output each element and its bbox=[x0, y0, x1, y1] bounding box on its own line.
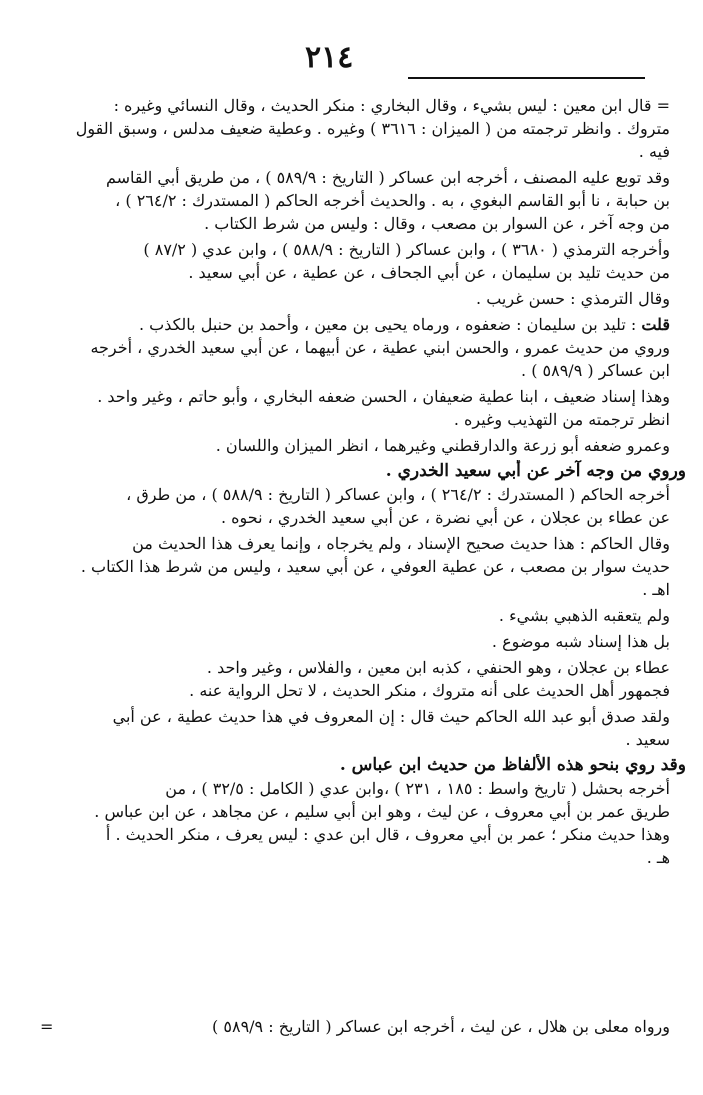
text-line bbox=[40, 94, 670, 117]
last-line bbox=[40, 1015, 670, 1038]
text-line bbox=[40, 555, 670, 578]
text-line bbox=[40, 385, 670, 408]
text-line bbox=[40, 336, 670, 359]
text-line bbox=[40, 359, 670, 382]
continuation-mark: = bbox=[40, 1017, 54, 1036]
line-text: عن عطاء بن عجلان ، عن أبي نضرة ، عن أبي سعيد الخدري ، نحوه . bbox=[220, 508, 670, 527]
text-line bbox=[40, 656, 670, 679]
last-line-text: ورواه معلى بن هلال ، عن ليث ، أخرجه ابن عساكر ( التاريخ : ٥٨٩/٩ ) bbox=[212, 1017, 670, 1036]
text-line bbox=[40, 117, 670, 140]
line-text: انظر ترجمته من التهذيب وغيره . bbox=[453, 410, 670, 429]
text-line bbox=[40, 483, 670, 506]
text-line bbox=[40, 846, 670, 869]
paragraph bbox=[40, 483, 670, 529]
section-heading: وروي من وجه آخر عن أبي سعيد الخدري . bbox=[385, 461, 686, 481]
text-line bbox=[40, 777, 670, 800]
text-line bbox=[40, 434, 670, 457]
text-line bbox=[40, 630, 670, 653]
line-text: بن حبابة ، نا أبو القاسم البغوي ، به . والحديث أخرجه الحاكم ( المستدرك : ٢٦٤/٢ ) ، bbox=[115, 191, 670, 210]
paragraph bbox=[40, 166, 670, 235]
line-text: طريق عمر بن أبي معروف ، عن ليث ، وهو ابن أبي سليم ، عن مجاهد ، عن ابن عباس . bbox=[94, 802, 670, 821]
text-line bbox=[40, 261, 670, 284]
line-text: متروك . وانظر ترجمته من ( الميزان : ٣٦١٦ ) وغيره . وعطية ضعيف مدلس ، وسبق القول bbox=[75, 119, 670, 138]
line-text: وقد توبع عليه المصنف ، أخرجه ابن عساكر ( التاريخ : ٥٨٩/٩ ) ، من طريق أبي القاسم bbox=[105, 168, 670, 187]
line-text: أخرجه بحشل ( تاريخ واسط : ١٨٥ ، ٢٣١ ) ،وابن عدي ( الكامل : ٣٢/٥ ) ، من bbox=[165, 779, 670, 798]
paragraph bbox=[40, 313, 670, 382]
line-text: وقال الترمذي : حسن غريب . bbox=[476, 289, 670, 308]
text-line bbox=[40, 800, 670, 823]
text-line bbox=[40, 728, 670, 751]
line-text: وعمرو ضعفه أبو زرعة والدارقطني وغيرهما ، انظر الميزان واللسان . bbox=[215, 436, 670, 455]
line-text: فجمهور أهل الحديث على أنه متروك ، منكر الحديث ، لا تحل الرواية عنه . bbox=[189, 681, 670, 700]
text-line bbox=[40, 140, 670, 163]
line-text: أخرجه الحاكم ( المستدرك : ٢٦٤/٢ ) ، وابن عساكر ( التاريخ : ٥٨٨/٩ ) ، من طرق ، bbox=[126, 485, 670, 504]
text-line bbox=[40, 604, 670, 627]
paragraph bbox=[40, 238, 670, 284]
page-body bbox=[40, 94, 686, 872]
line-text: اهـ . bbox=[642, 580, 670, 599]
line-text: عطاء بن عجلان ، وهو الحنفي ، كذبه ابن معين ، والفلاس ، وغير واحد . bbox=[206, 658, 670, 677]
line-text: وروي من حديث عمرو ، والحسن ابني عطية ، عن أبيهما ، عن أبي سعيد الخدري ، أخرجه bbox=[90, 338, 670, 357]
line-text: وهذا حديث منكر ؛ عمر بن أبي معروف ، قال ابن عدي : ليس يعرف ، منكر الحديث . أ bbox=[105, 825, 670, 844]
line-text: بل هذا إسناد شبه موضوع . bbox=[491, 632, 670, 651]
last-line-container bbox=[40, 1015, 670, 1038]
text-line bbox=[40, 823, 670, 846]
section-heading: وقد روي بنحو هذه الألفاظ من حديث ابن عباس . bbox=[339, 755, 686, 775]
line-text: هـ . bbox=[646, 848, 670, 867]
paragraph bbox=[40, 656, 670, 702]
line-text: ابن عساكر ( ٥٨٩/٩ ) . bbox=[521, 361, 670, 380]
paragraph bbox=[40, 705, 670, 751]
paragraph bbox=[40, 777, 670, 869]
text-line bbox=[40, 238, 670, 261]
paragraph bbox=[40, 94, 670, 163]
paragraph bbox=[40, 287, 670, 310]
header-rule bbox=[408, 77, 645, 79]
line-text: وأخرجه الترمذي ( ٣٦٨٠ ) ، وابن عساكر ( التاريخ : ٥٨٨/٩ ) ، وابن عدي ( ٨٧/٢ ) bbox=[143, 240, 670, 259]
line-text: : تليد بن سليمان : ضعفوه ، ورماه يحيى بن معين ، وأحمد بن حنبل بالكذب . bbox=[138, 315, 642, 334]
line-text: حديث سوار بن مصعب ، عن عطية العوفي ، عن أبي سعيد ، وليس من شرط هذا الكتاب . bbox=[80, 557, 670, 576]
paragraph bbox=[40, 532, 670, 601]
line-text: سعيد . bbox=[625, 730, 670, 749]
text-line bbox=[40, 506, 670, 529]
text-line bbox=[40, 313, 670, 336]
text-line bbox=[40, 679, 670, 702]
text-line bbox=[40, 212, 670, 235]
line-text: = قال ابن معين : ليس بشيء ، وقال البخاري : منكر الحديث ، وقال النسائي وغيره : bbox=[113, 96, 670, 115]
paragraph bbox=[40, 604, 670, 627]
paragraph bbox=[40, 434, 670, 457]
line-text: وهذا إسناد ضعيف ، ابنا عطية ضعيفان ، الحسن ضعفه البخاري ، وأبو حاتم ، وغير واحد . bbox=[97, 387, 670, 406]
paragraph bbox=[40, 630, 670, 653]
line-text: ولقد صدق أبو عبد الله الحاكم حيث قال : إن المعروف في هذا حديث عطية ، عن أبي bbox=[112, 707, 670, 726]
text-line bbox=[40, 578, 670, 601]
line-text: فيه . bbox=[638, 142, 670, 161]
line-text: وقال الحاكم : هذا حديث صحيح الإسناد ، ولم يخرجاه ، وإنما يعرف هذا الحديث من bbox=[132, 534, 670, 553]
paragraph bbox=[40, 385, 670, 431]
text-line bbox=[40, 532, 670, 555]
page-number: ٢١٤ bbox=[305, 40, 354, 75]
line-text: من وجه آخر ، عن السوار بن مصعب ، وقال : وليس من شرط الكتاب . bbox=[204, 214, 670, 233]
text-line bbox=[40, 705, 670, 728]
text-line bbox=[40, 408, 670, 431]
line-text: ولم يتعقبه الذهبي بشيء . bbox=[498, 606, 670, 625]
text-line bbox=[40, 287, 670, 310]
text-line bbox=[40, 166, 670, 189]
lead-word: قلت bbox=[641, 315, 670, 334]
line-text: من حديث تليد بن سليمان ، عن أبي الجحاف ، عن عطية ، عن أبي سعيد . bbox=[188, 263, 670, 282]
text-line bbox=[40, 189, 670, 212]
